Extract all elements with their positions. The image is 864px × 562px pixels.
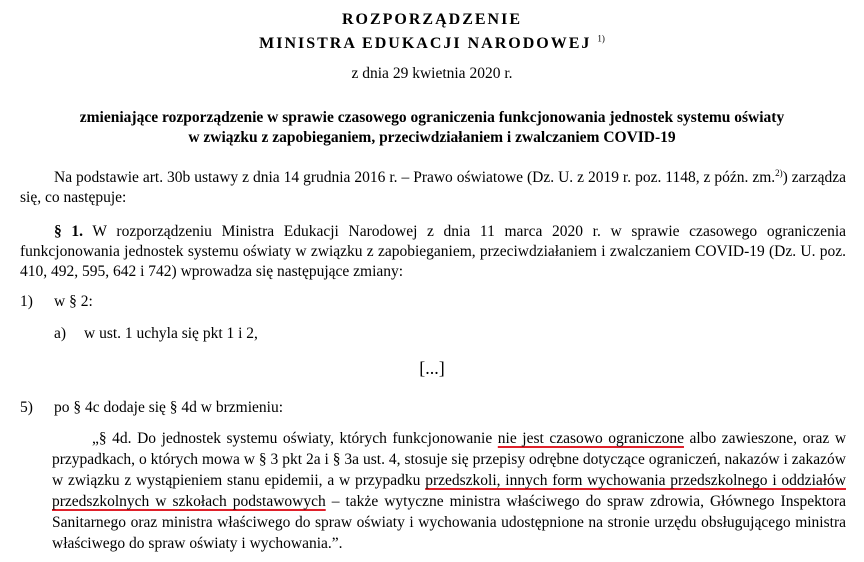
list-item-1-number: 1) — [20, 293, 33, 310]
list-item-5 — [20, 398, 284, 418]
list-item-1-text: w § 2: — [54, 293, 93, 310]
highlighted-phrase-not-limited: nie jest czasowo ograniczone — [497, 430, 684, 447]
issuer-text: MINISTRA EDUKACJI NARODOWEJ — [259, 35, 592, 52]
issuer-footnote-ref[interactable]: 1) — [597, 33, 605, 44]
legal-basis-text-end: ) zarządza się, co następuje: — [20, 169, 846, 206]
list-item-1a — [54, 324, 258, 344]
list-item-5-text: po § 4c dodaje się § 4d w brzmieniu: — [54, 399, 284, 416]
list-item-5-number: 5) — [20, 399, 33, 416]
subject-line-2: w związku z zapobieganiem, przeciwdziałaniem i zwalczaniem COVID-19 — [188, 129, 676, 146]
section-1-text: W rozporządzeniu Ministra Edukacji Narodowej z dnia 11 marca 2020 r. w sprawie czasowego ograniczenia funkcjonowania jednostek systemu oświaty w związku z zapobieganiem, przeciwdziałaniem i zwalczaniem COVID-19 (Dz. U. poz. 410, 492, 595, 642 i 742) wprowadza się następujące zmiany: — [20, 223, 846, 280]
quote-text-3: – także wytyczne ministra właściwego do spraw zdrowia, Głównego Inspektora Sanitarnego oraz ministra właściwego do spraw oświaty i wychowania udostępnione na stronie urzędu obsługującego ministra właściwego do spraw oświaty i wychowania.”. — [52, 493, 846, 552]
subject-line-1: zmieniające rozporządzenie w sprawie czasowego ograniczenia funkcjonowania jednostek systemu oświaty — [79, 109, 785, 126]
regulation-date: z dnia 29 kwietnia 2020 r. — [351, 65, 513, 82]
legal-basis-text: Na podstawie art. 30b ustawy z dnia 14 grudnia 2016 r. – Prawo oświatowe (Dz. U. z 2019 r. poz. 1148, z późn. zm. — [54, 169, 776, 186]
quoted-section-4d — [52, 428, 846, 554]
list-item-1 — [20, 292, 93, 312]
quote-text-1: „§ 4d. Do jednostek systemu oświaty, których funkcjonowanie — [92, 430, 498, 447]
omission-marker: [...] — [419, 358, 445, 378]
section-1-paragraph — [20, 222, 846, 282]
regulation-title-text: ROZPORZĄDZENIE — [341, 11, 523, 28]
highlighted-phrase-preschools: przedszkoli, innych form wychowania przedszkolnego i oddziałów przedszkolnych w szkołach podstawowych — [52, 472, 847, 510]
regulation-title — [0, 10, 864, 30]
list-item-1a-number: a) — [54, 325, 67, 342]
legal-basis-footnote-ref[interactable]: 2) — [775, 167, 783, 178]
section-1-label: § 1. — [54, 223, 84, 240]
list-item-1a-text: w ust. 1 uchyla się pkt 1 i 2, — [84, 325, 258, 342]
issuer-heading — [0, 34, 864, 54]
regulation-subject — [20, 108, 844, 148]
quote-text-2: albo zawieszone, oraz w przypadkach, o których mowa w § 3 pkt 2a i § 3a ust. 4, stosuje się przepisy odrębne dotyczące ograniczeń, nakazów i zakazów w związku z wystąpieniem stanu epidemii, a w przypadku — [52, 430, 847, 489]
legal-basis-paragraph — [20, 168, 846, 208]
